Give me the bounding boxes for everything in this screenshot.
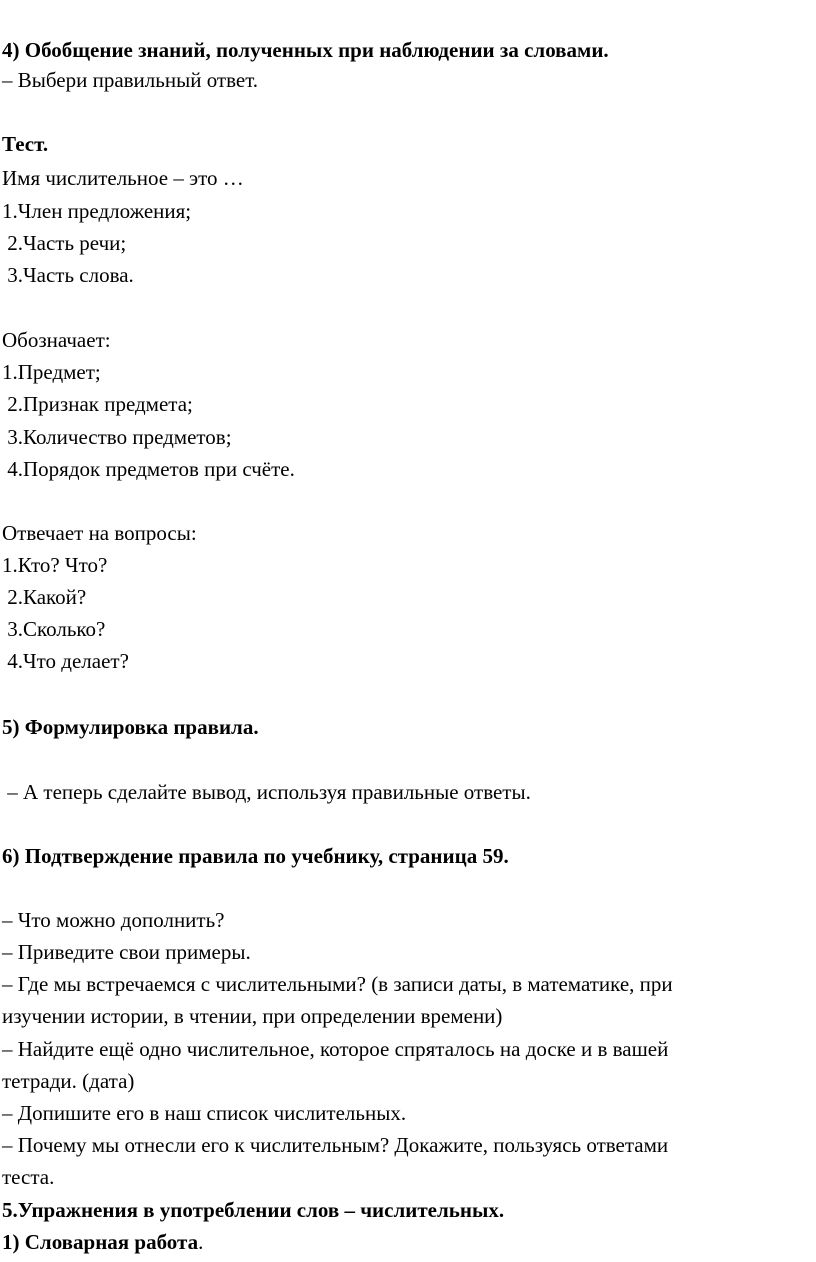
q1-stem: Имя числительное – это …: [2, 166, 244, 190]
q2-option-3: 3.Количество предметов;: [2, 425, 232, 449]
section6-line: – Приведите свои примеры.: [2, 940, 251, 964]
section6-line: – Что можно дополнить?: [2, 908, 225, 932]
q3-stem: Отвечает на вопросы:: [2, 521, 197, 545]
q2-option-2: 2.Признак предмета;: [2, 392, 193, 416]
q1-option-3: 3.Часть слова.: [2, 263, 134, 287]
q3-option-1: 1.Кто? Что?: [2, 553, 108, 577]
dictionary-work-label: 1) Словарная работа: [2, 1230, 199, 1254]
q3-option-3: 3.Сколько?: [2, 617, 106, 641]
exercises-heading: 5.Упражнения в употреблении слов – числительных.: [2, 1198, 505, 1222]
section6-line: – Где мы встречаемся с числительными? (в записи даты, в математике, при: [2, 972, 673, 996]
section6-heading: 6) Подтверждение правила по учебнику, страница 59.: [2, 844, 509, 868]
section4-heading: 4) Обобщение знаний, полученных при наблюдении за словами.: [2, 38, 609, 62]
section6-line: тетради. (дата): [2, 1069, 135, 1093]
section4-instruction: – Выбери правильный ответ.: [2, 68, 259, 92]
section5-text: – А теперь сделайте вывод, используя правильные ответы.: [2, 780, 531, 804]
section6-line: теста.: [2, 1165, 55, 1189]
q3-option-4: 4.Что делает?: [2, 649, 129, 673]
q1-option-1: 1.Член предложения;: [2, 199, 192, 223]
q1-option-2: 2.Часть речи;: [2, 231, 127, 255]
section6-line: – Допишите его в наш список числительных.: [2, 1101, 407, 1125]
test-title: Тест.: [2, 132, 49, 156]
section6-line: – Найдите ещё одно числительное, которое спряталось на доске и в вашей: [2, 1037, 669, 1061]
dictionary-work-period: .: [198, 1230, 204, 1254]
section5-heading: 5) Формулировка правила.: [2, 715, 259, 739]
q2-stem: Обозначает:: [2, 328, 111, 352]
exercises-subheading: [2, 1230, 203, 1254]
q2-option-1: 1.Предмет;: [2, 360, 101, 384]
section6-line: – Почему мы отнесли его к числительным? Докажите, пользуясь ответами: [2, 1133, 669, 1157]
q2-option-4: 4.Порядок предметов при счёте.: [2, 457, 295, 481]
q3-option-2: 2.Какой?: [2, 585, 87, 609]
section6-line: изучении истории, в чтении, при определении времени): [2, 1004, 503, 1028]
